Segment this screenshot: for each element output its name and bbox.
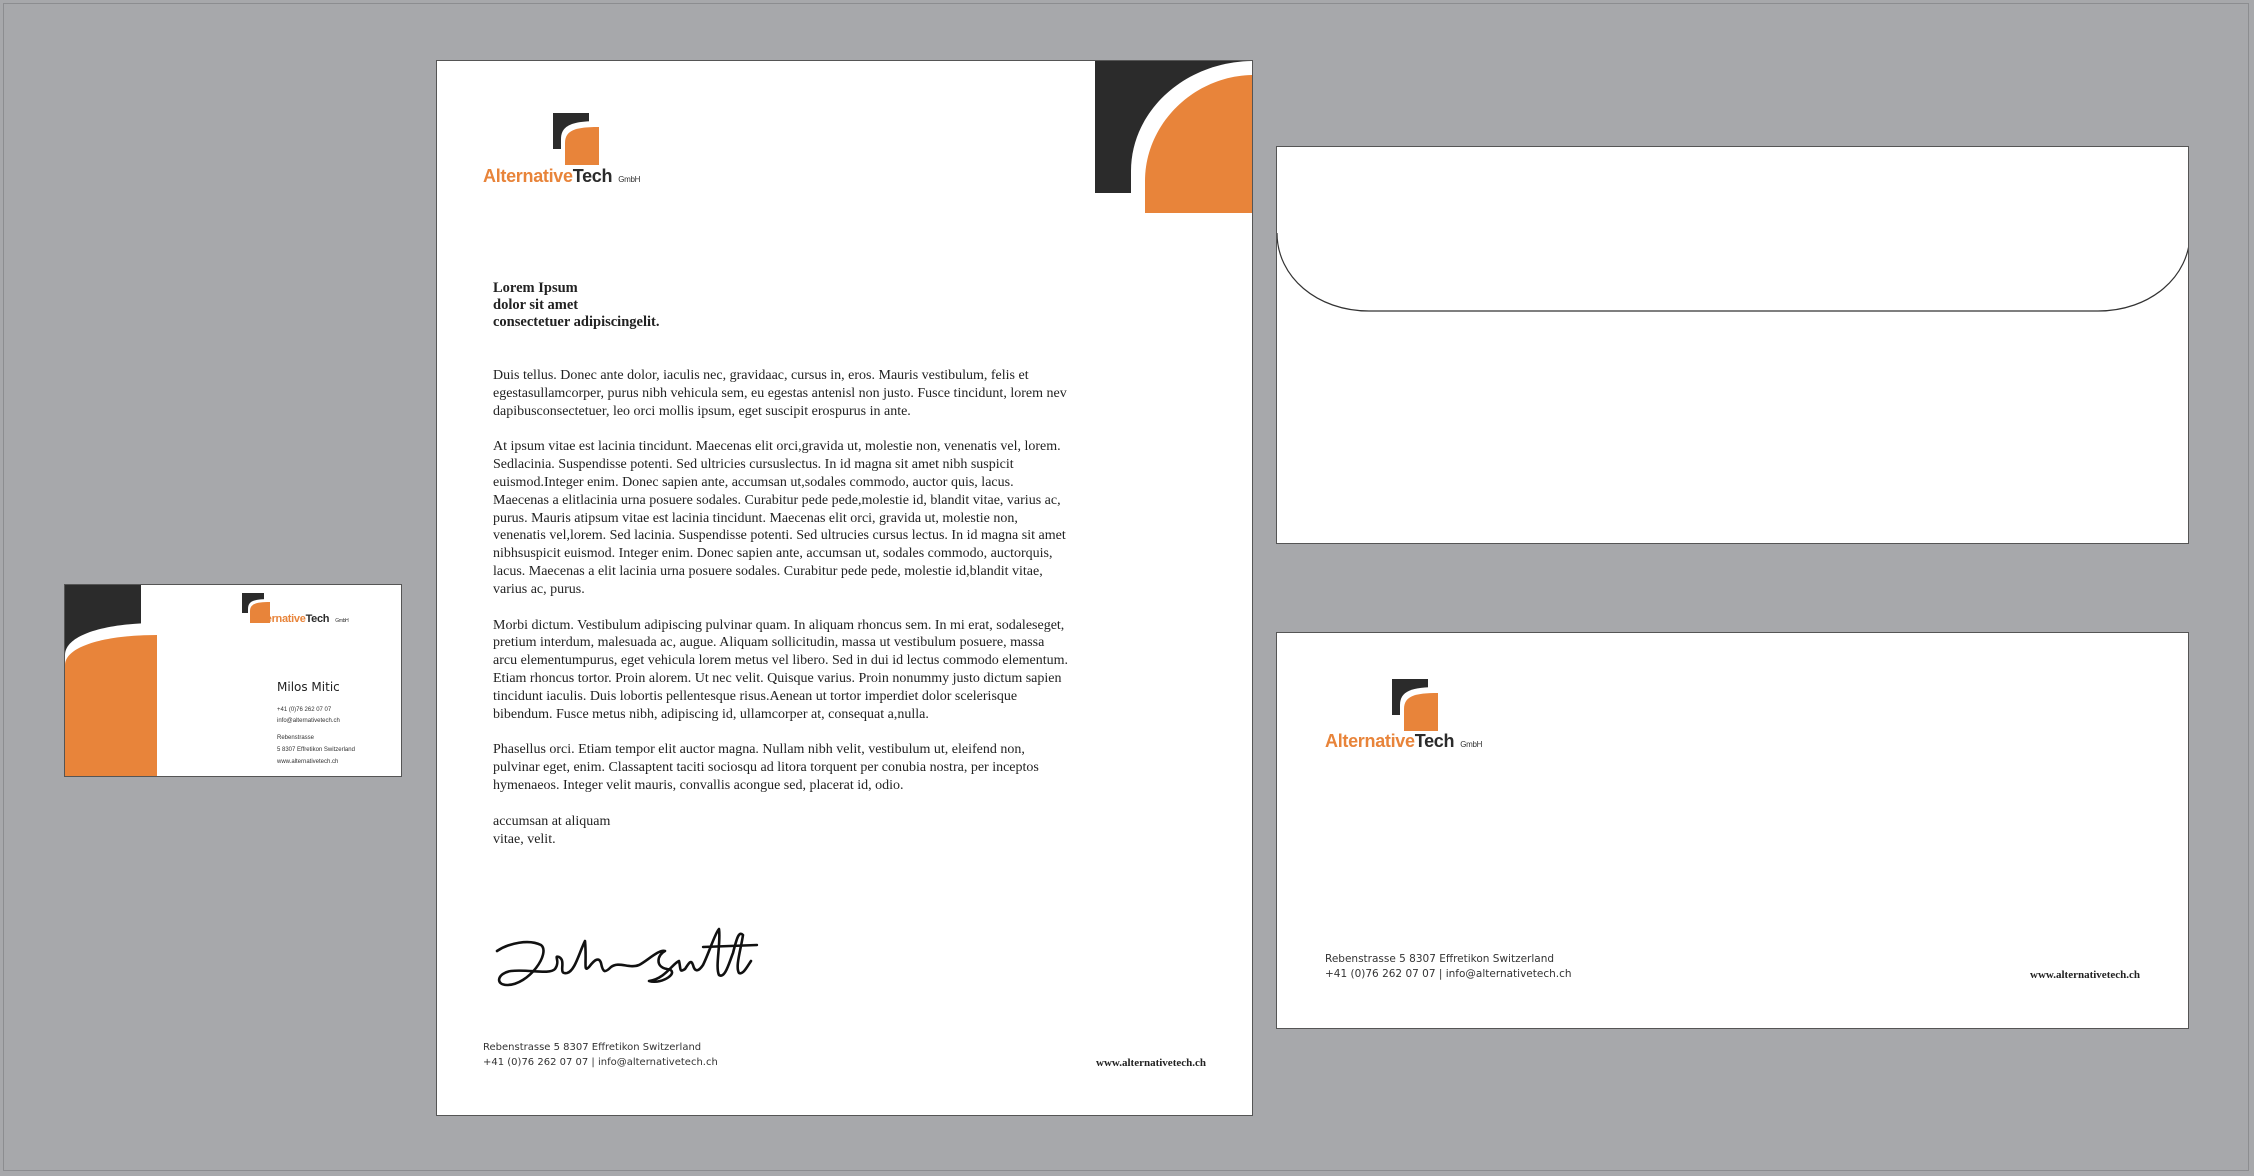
letterhead-sheet: [436, 60, 1253, 1116]
letter-heading-line: Lorem Ipsum: [493, 280, 578, 296]
envelope-footer-address: Rebenstrasse 5 8307 Effretikon Switzerland: [1325, 953, 1555, 965]
envelope-flap-line: [1277, 147, 2189, 544]
brand-name-part1: Alternative: [1325, 731, 1415, 751]
brand-name-part1: Alternative: [252, 613, 306, 625]
brand-suffix: GmbH: [1460, 740, 1483, 749]
letter-paragraph: Phasellus orci. Etiam tempor elit auctor magna. Nullam nibh velit, vestibulum ut, eleifend non, pulvinar eget, enim. Classaptent taciti sociosqu ad litora torquent per conubia nostra, per inceptos hymenaeos. Integer velit mauris, convallis acongue sed, placerat id, odio.: [493, 742, 1039, 793]
brand-suffix: GmbH: [335, 618, 349, 624]
card-phone: +41 (0)76 262 07 07: [277, 707, 332, 713]
letter-website: www.alternativetech.ch: [1096, 1057, 1206, 1069]
letter-footer-contact: +41 (0)76 262 07 07 | info@alternativetech.ch: [483, 1057, 718, 1068]
brand-name-part1: Alternative: [483, 166, 573, 186]
business-card-logo: [240, 593, 400, 631]
letter-paragraph: Morbi dictum. Vestibulum adipiscing pulvinar quam. In aliquam rhoncus sem. In mi erat, sodaleseget, pretium interdum, malesuada ac, augue. Aliquam sollicitudin, massa ut vestibulum posuere, massa arcu elementumpurus, eget vehicula lorem metus vel libero. Sed in dui id lectus commodo elementum. Etiam rhoncus tortor. Proin alorem. Ut nec velit. Quisque varius. Proin nonummy justo dictum sapien tincidunt iaculis. Duis lobortis pellentesque risus.Aenean ut tortor imperdiet dolor scelerisque bibendum. Fusce metus nibh, adipiscing id, ullamcorper at, consequat a,nulla.: [493, 617, 1069, 722]
card-website: www.alternativetech.ch: [277, 759, 339, 765]
card-city: 5 8307 Effretikon Switzerland: [277, 747, 355, 753]
envelope-front: [1276, 632, 2189, 1029]
brand-name-part2: Tech: [572, 166, 613, 186]
brand-name-part2: Tech: [1414, 731, 1455, 751]
envelope-logo: [1325, 679, 1525, 749]
letter-closing-line: vitae, velit.: [493, 831, 556, 847]
letter-heading-line: consectetuer adipiscingelit.: [493, 314, 660, 330]
envelope-footer-contact: +41 (0)76 262 07 07 | info@alternativetech.ch: [1325, 968, 1572, 980]
letterhead-corner-graphic: [1095, 61, 1253, 213]
envelope-back: [1276, 146, 2189, 544]
letterhead-logo: [483, 113, 683, 186]
letter-closing-line: accumsan at aliquam: [493, 813, 611, 829]
signature: [489, 923, 759, 1003]
letter-footer-address: Rebenstrasse 5 8307 Effretikon Switzerland: [483, 1042, 702, 1053]
business-card: [64, 584, 402, 777]
letter-paragraph: Duis tellus. Donec ante dolor, iaculis nec, gravidaac, cursus in, eros. Mauris vestibulum, felis et egestasullamcorper, purus nibh vehicula sem, eu egestas antenisl non justo. Fusce tincidunt, lorem nev dapibusconsectetuer, leo orci mollis ipsum, eget suscipit erospurus in ante.: [493, 368, 1067, 419]
business-card-corner-graphic: [65, 585, 157, 777]
brand-name-part2: Tech: [305, 613, 330, 625]
letter-heading: [493, 280, 893, 331]
brand-suffix: GmbH: [618, 175, 641, 184]
letter-paragraph: At ipsum vitae est lacinia tincidunt. Maecenas elit orci,gravida ut, molestie non, venenatis vel, lorem. Sedlacinia. Suspendisse potenti. Sed ultricies cursuslectus. In id magna sit amet nibh suspicit euismod.Integer enim. Donec sapien ante, accumsan ut,sodales commodo, auctor quis, lacus. Maecenas a elitlacinia urna posuere sodales. Curabitur pede pede,molestie id, blandit vitae, varius ac, purus. Mauris atipsum vitae est lacinia tincidunt. Maecenas elit orci, gravida ut, molestie non, venenatis vel,lorem. Sed lacinia. Suspendisse potenti. Sed ultrucies cursus lectus. In id magna sit amet nibhsuspicit euismod. Integer enim. Donec sapien ante, accumsan ut, sodales commodo, auctorquis, lacus. Maecenas a elit lacinia urna posuere sodales. Curabitur pede pede, molestie id,blandit vitae, varius ac, purus.: [493, 439, 1066, 597]
envelope-website: www.alternativetech.ch: [2030, 969, 2140, 981]
card-person-name: Milos Mitic: [277, 680, 340, 694]
letter-heading-line: dolor sit amet: [493, 297, 579, 313]
card-street: Rebenstrasse: [277, 735, 315, 741]
card-email: info@alternativetech.ch: [277, 718, 340, 724]
letter-text: [493, 367, 1071, 848]
